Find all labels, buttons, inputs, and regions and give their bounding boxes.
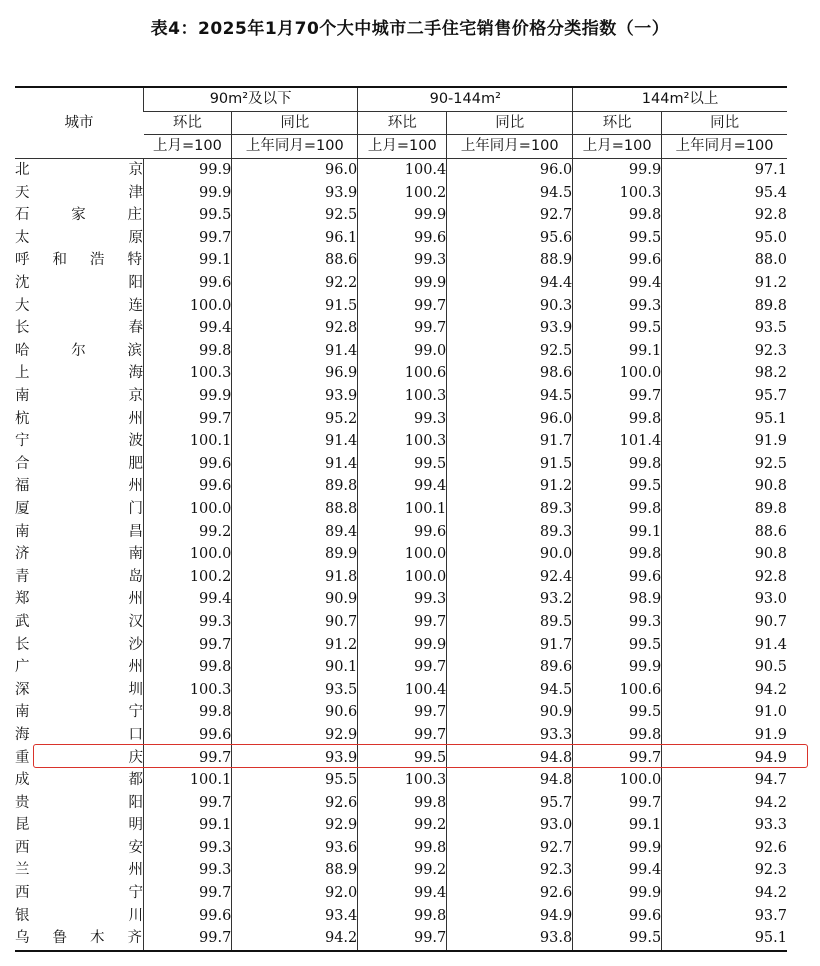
city-cell: 杭州 [15, 410, 143, 427]
value-cell: 99.7 [358, 611, 447, 634]
table-row [15, 701, 787, 724]
value-cell: 99.3 [573, 294, 662, 317]
yoy-header: 同比 [447, 111, 573, 135]
value-cell: 96.0 [232, 158, 358, 181]
value-cell: 100.3 [358, 385, 447, 408]
city-cell: 北京 [15, 162, 143, 179]
yoy-header: 同比 [232, 111, 358, 135]
value-cell: 94.9 [662, 746, 787, 769]
value-cell: 99.5 [144, 204, 232, 227]
city-cell: 郑州 [15, 591, 143, 608]
value-cell: 99.2 [358, 859, 447, 882]
value-cell: 92.6 [232, 791, 358, 814]
value-cell: 100.6 [358, 362, 447, 385]
value-cell: 99.4 [358, 882, 447, 905]
value-cell: 99.5 [573, 633, 662, 656]
value-cell: 94.4 [447, 272, 573, 295]
value-cell: 95.6 [447, 227, 573, 250]
table-row [15, 882, 787, 905]
table-row [15, 565, 787, 588]
city-cell: 银川 [15, 907, 143, 924]
yoy-base-header: 上年同月=100 [447, 135, 573, 159]
value-cell: 100.1 [144, 769, 232, 792]
value-cell: 94.2 [662, 882, 787, 905]
value-cell: 99.9 [144, 158, 232, 181]
value-cell: 90.7 [662, 611, 787, 634]
value-cell: 93.6 [232, 837, 358, 860]
city-header: 城市 [15, 87, 144, 158]
value-cell: 99.1 [573, 814, 662, 837]
value-cell: 100.0 [144, 294, 232, 317]
city-cell: 南京 [15, 388, 143, 405]
value-cell: 100.4 [358, 158, 447, 181]
table-row [15, 543, 787, 566]
value-cell: 93.9 [232, 385, 358, 408]
value-cell: 91.4 [232, 340, 358, 363]
value-cell: 99.8 [144, 701, 232, 724]
value-cell: 100.4 [358, 678, 447, 701]
city-cell: 大连 [15, 297, 143, 314]
value-cell: 98.9 [573, 588, 662, 611]
table-row [15, 769, 787, 792]
value-cell: 99.9 [573, 882, 662, 905]
city-cell: 合肥 [15, 455, 143, 472]
city-cell: 长春 [15, 320, 143, 337]
table-row [15, 927, 787, 951]
value-cell: 88.0 [662, 249, 787, 272]
city-cell: 南宁 [15, 704, 143, 721]
value-cell: 91.8 [232, 565, 358, 588]
value-cell: 88.9 [447, 249, 573, 272]
value-cell: 99.7 [144, 746, 232, 769]
city-cell: 青岛 [15, 568, 143, 585]
group-header-medium: 90-144m² [358, 87, 573, 111]
value-cell: 93.0 [447, 814, 573, 837]
value-cell: 99.2 [358, 814, 447, 837]
value-cell: 93.7 [662, 904, 787, 927]
value-cell: 99.7 [358, 317, 447, 340]
value-cell: 100.0 [358, 543, 447, 566]
value-cell: 89.4 [232, 520, 358, 543]
value-cell: 94.8 [447, 769, 573, 792]
city-cell: 上海 [15, 365, 143, 382]
value-cell: 99.2 [144, 520, 232, 543]
value-cell: 99.0 [358, 340, 447, 363]
city-cell: 太原 [15, 229, 143, 246]
value-cell: 90.3 [447, 294, 573, 317]
city-cell: 深圳 [15, 681, 143, 698]
city-cell: 石家庄 [15, 207, 143, 224]
value-cell: 99.9 [573, 158, 662, 181]
value-cell: 91.2 [662, 272, 787, 295]
value-cell: 100.1 [144, 430, 232, 453]
value-cell: 99.9 [144, 385, 232, 408]
value-cell: 99.8 [358, 837, 447, 860]
value-cell: 93.9 [232, 181, 358, 204]
mom-header: 环比 [358, 111, 447, 135]
value-cell: 94.2 [232, 927, 358, 951]
table-title: 表4：2025年1月70个大中城市二手住宅销售价格分类指数（一） [150, 19, 670, 39]
value-cell: 99.3 [144, 611, 232, 634]
group-header-small: 90m²及以下 [144, 87, 358, 111]
value-cell: 99.8 [358, 791, 447, 814]
value-cell: 99.9 [573, 837, 662, 860]
table-row [15, 611, 787, 634]
value-cell: 99.4 [358, 475, 447, 498]
table-row [15, 249, 787, 272]
table-row [15, 678, 787, 701]
value-cell: 88.6 [232, 249, 358, 272]
value-cell: 98.6 [447, 362, 573, 385]
value-cell: 94.7 [662, 769, 787, 792]
table-body [15, 158, 787, 950]
value-cell: 99.6 [144, 904, 232, 927]
value-cell: 92.9 [232, 724, 358, 747]
value-cell: 89.8 [232, 475, 358, 498]
table-row [15, 475, 787, 498]
value-cell: 93.3 [447, 724, 573, 747]
table-row [15, 588, 787, 611]
value-cell: 99.3 [358, 588, 447, 611]
mom-base-header: 上月=100 [144, 135, 232, 159]
value-cell: 91.9 [662, 724, 787, 747]
value-cell: 99.7 [358, 724, 447, 747]
table-row [15, 385, 787, 408]
value-cell: 90.1 [232, 656, 358, 679]
city-cell: 乌鲁木齐 [15, 927, 144, 951]
value-cell: 94.5 [447, 181, 573, 204]
value-cell: 90.9 [447, 701, 573, 724]
value-cell: 94.8 [447, 746, 573, 769]
city-cell: 武汉 [15, 613, 143, 630]
value-cell: 99.8 [573, 407, 662, 430]
value-cell: 92.4 [447, 565, 573, 588]
value-cell: 90.6 [232, 701, 358, 724]
value-cell: 89.8 [662, 294, 787, 317]
value-cell: 99.7 [573, 791, 662, 814]
table-row [15, 656, 787, 679]
value-cell: 100.3 [144, 362, 232, 385]
value-cell: 92.3 [447, 859, 573, 882]
table-row [15, 791, 787, 814]
table-row [15, 158, 787, 181]
value-cell: 99.9 [358, 272, 447, 295]
value-cell: 99.6 [358, 520, 447, 543]
value-cell: 99.5 [358, 746, 447, 769]
value-cell: 99.7 [358, 294, 447, 317]
city-cell: 长沙 [15, 636, 143, 653]
value-cell: 92.8 [232, 317, 358, 340]
value-cell: 92.8 [662, 565, 787, 588]
value-cell: 99.4 [573, 272, 662, 295]
value-cell: 99.1 [144, 814, 232, 837]
value-cell: 99.3 [144, 837, 232, 860]
value-cell: 99.5 [573, 701, 662, 724]
value-cell: 99.4 [144, 317, 232, 340]
value-cell: 99.3 [573, 611, 662, 634]
city-cell: 重庆 [15, 749, 143, 766]
value-cell: 99.1 [573, 520, 662, 543]
city-cell: 南昌 [15, 523, 143, 540]
city-cell: 沈阳 [15, 275, 143, 292]
mom-base-header: 上月=100 [573, 135, 662, 159]
value-cell: 99.6 [573, 249, 662, 272]
value-cell: 92.7 [447, 837, 573, 860]
value-cell: 91.4 [232, 430, 358, 453]
table-row [15, 633, 787, 656]
value-cell: 93.9 [447, 317, 573, 340]
value-cell: 99.7 [573, 746, 662, 769]
value-cell: 91.5 [232, 294, 358, 317]
value-cell: 92.5 [232, 204, 358, 227]
value-cell: 92.0 [232, 882, 358, 905]
table-row [15, 272, 787, 295]
value-cell: 88.6 [662, 520, 787, 543]
value-cell: 99.6 [144, 724, 232, 747]
city-cell: 福州 [15, 478, 143, 495]
table-row [15, 498, 787, 521]
value-cell: 96.0 [447, 407, 573, 430]
value-cell: 89.9 [232, 543, 358, 566]
city-cell: 天津 [15, 184, 143, 201]
city-cell: 厦门 [15, 500, 143, 517]
value-cell: 100.0 [144, 498, 232, 521]
value-cell: 100.6 [573, 678, 662, 701]
value-cell: 90.8 [662, 475, 787, 498]
value-cell: 93.3 [662, 814, 787, 837]
table-row [15, 837, 787, 860]
table-row [15, 904, 787, 927]
city-cell: 贵阳 [15, 794, 143, 811]
value-cell: 90.9 [232, 588, 358, 611]
value-cell: 100.3 [144, 678, 232, 701]
value-cell: 93.5 [232, 678, 358, 701]
value-cell: 93.4 [232, 904, 358, 927]
value-cell: 89.5 [447, 611, 573, 634]
value-cell: 99.8 [358, 904, 447, 927]
value-cell: 99.9 [358, 633, 447, 656]
value-cell: 99.1 [573, 340, 662, 363]
value-cell: 99.3 [358, 407, 447, 430]
table-row [15, 520, 787, 543]
value-cell: 99.5 [573, 475, 662, 498]
value-cell: 93.2 [447, 588, 573, 611]
value-cell: 99.4 [144, 588, 232, 611]
value-cell: 99.5 [573, 927, 662, 951]
city-cell: 西安 [15, 839, 143, 856]
value-cell: 90.5 [662, 656, 787, 679]
value-cell: 92.3 [662, 340, 787, 363]
value-cell: 98.2 [662, 362, 787, 385]
value-cell: 89.3 [447, 498, 573, 521]
city-cell: 呼和浩特 [15, 252, 143, 269]
value-cell: 89.8 [662, 498, 787, 521]
value-cell: 95.1 [662, 927, 787, 951]
value-cell: 100.3 [358, 430, 447, 453]
table-row [15, 227, 787, 250]
value-cell: 99.3 [144, 859, 232, 882]
value-cell: 99.7 [358, 927, 447, 951]
value-cell: 99.6 [573, 565, 662, 588]
value-cell: 91.4 [232, 453, 358, 476]
value-cell: 99.8 [573, 204, 662, 227]
price-index-table [15, 86, 787, 952]
table-row [15, 362, 787, 385]
value-cell: 99.7 [144, 407, 232, 430]
value-cell: 96.0 [447, 158, 573, 181]
value-cell: 92.9 [232, 814, 358, 837]
value-cell: 96.1 [232, 227, 358, 250]
value-cell: 99.4 [573, 859, 662, 882]
value-cell: 99.6 [144, 272, 232, 295]
value-cell: 94.9 [447, 904, 573, 927]
value-cell: 91.7 [447, 430, 573, 453]
value-cell: 91.7 [447, 633, 573, 656]
city-cell: 宁波 [15, 433, 143, 450]
value-cell: 91.5 [447, 453, 573, 476]
table-row [15, 746, 787, 769]
value-cell: 94.5 [447, 678, 573, 701]
city-cell: 广州 [15, 659, 143, 676]
value-cell: 99.7 [573, 385, 662, 408]
yoy-header: 同比 [662, 111, 787, 135]
value-cell: 95.0 [662, 227, 787, 250]
value-cell: 92.6 [447, 882, 573, 905]
value-cell: 99.7 [358, 656, 447, 679]
value-cell: 88.9 [232, 859, 358, 882]
value-cell: 100.0 [573, 362, 662, 385]
value-cell: 95.7 [662, 385, 787, 408]
value-cell: 97.1 [662, 158, 787, 181]
value-cell: 99.9 [573, 656, 662, 679]
city-cell: 昆明 [15, 817, 143, 834]
table-row [15, 204, 787, 227]
value-cell: 99.8 [573, 543, 662, 566]
city-cell: 兰州 [15, 862, 143, 879]
mom-base-header: 上月=100 [358, 135, 447, 159]
value-cell: 101.4 [573, 430, 662, 453]
table-row [15, 724, 787, 747]
value-cell: 94.5 [447, 385, 573, 408]
value-cell: 99.7 [144, 633, 232, 656]
city-cell: 海口 [15, 726, 143, 743]
value-cell: 90.8 [662, 543, 787, 566]
table-row [15, 430, 787, 453]
value-cell: 92.6 [662, 837, 787, 860]
value-cell: 93.9 [232, 746, 358, 769]
city-cell: 成都 [15, 772, 143, 789]
table-row [15, 407, 787, 430]
value-cell: 99.5 [573, 317, 662, 340]
value-cell: 100.2 [358, 181, 447, 204]
table-row [15, 181, 787, 204]
value-cell: 95.1 [662, 407, 787, 430]
table-row [15, 453, 787, 476]
mom-header: 环比 [144, 111, 232, 135]
value-cell: 96.9 [232, 362, 358, 385]
value-cell: 100.0 [573, 769, 662, 792]
value-cell: 95.4 [662, 181, 787, 204]
value-cell: 91.9 [662, 430, 787, 453]
value-cell: 99.3 [358, 249, 447, 272]
value-cell: 94.2 [662, 678, 787, 701]
value-cell: 92.2 [232, 272, 358, 295]
value-cell: 99.7 [144, 927, 232, 951]
value-cell: 100.1 [358, 498, 447, 521]
value-cell: 99.8 [144, 656, 232, 679]
value-cell: 94.2 [662, 791, 787, 814]
value-cell: 92.3 [662, 859, 787, 882]
yoy-base-header: 上年同月=100 [662, 135, 787, 159]
value-cell: 92.5 [662, 453, 787, 476]
value-cell: 100.3 [573, 181, 662, 204]
value-cell: 91.4 [662, 633, 787, 656]
value-cell: 93.0 [662, 588, 787, 611]
value-cell: 89.6 [447, 656, 573, 679]
value-cell: 91.0 [662, 701, 787, 724]
value-cell: 99.7 [144, 882, 232, 905]
value-cell: 99.1 [144, 249, 232, 272]
value-cell: 99.5 [358, 453, 447, 476]
value-cell: 99.8 [573, 498, 662, 521]
value-cell: 95.2 [232, 407, 358, 430]
value-cell: 99.7 [358, 701, 447, 724]
value-cell: 95.5 [232, 769, 358, 792]
table-row [15, 340, 787, 363]
value-cell: 88.8 [232, 498, 358, 521]
table-row [15, 294, 787, 317]
table-row [15, 317, 787, 340]
table-row [15, 859, 787, 882]
value-cell: 100.3 [358, 769, 447, 792]
value-cell: 95.7 [447, 791, 573, 814]
value-cell: 93.8 [447, 927, 573, 951]
value-cell: 99.9 [144, 181, 232, 204]
value-cell: 100.2 [144, 565, 232, 588]
table-row [15, 814, 787, 837]
value-cell: 99.8 [573, 453, 662, 476]
group-header-large: 144m²以上 [573, 87, 787, 111]
yoy-base-header: 上年同月=100 [232, 135, 358, 159]
value-cell: 91.2 [232, 633, 358, 656]
value-cell: 92.8 [662, 204, 787, 227]
value-cell: 92.7 [447, 204, 573, 227]
city-cell: 哈尔滨 [15, 342, 143, 359]
value-cell: 89.3 [447, 520, 573, 543]
value-cell: 99.6 [144, 475, 232, 498]
value-cell: 99.9 [358, 204, 447, 227]
value-cell: 99.5 [573, 227, 662, 250]
value-cell: 100.0 [144, 543, 232, 566]
value-cell: 99.7 [144, 791, 232, 814]
value-cell: 99.7 [144, 227, 232, 250]
value-cell: 90.7 [232, 611, 358, 634]
value-cell: 93.5 [662, 317, 787, 340]
mom-header: 环比 [573, 111, 662, 135]
city-cell: 济南 [15, 546, 143, 563]
value-cell: 99.6 [144, 453, 232, 476]
value-cell: 100.0 [358, 565, 447, 588]
value-cell: 99.6 [573, 904, 662, 927]
value-cell: 91.2 [447, 475, 573, 498]
value-cell: 99.6 [358, 227, 447, 250]
city-cell: 西宁 [15, 885, 143, 902]
value-cell: 99.8 [573, 724, 662, 747]
value-cell: 99.8 [144, 340, 232, 363]
value-cell: 90.0 [447, 543, 573, 566]
value-cell: 92.5 [447, 340, 573, 363]
